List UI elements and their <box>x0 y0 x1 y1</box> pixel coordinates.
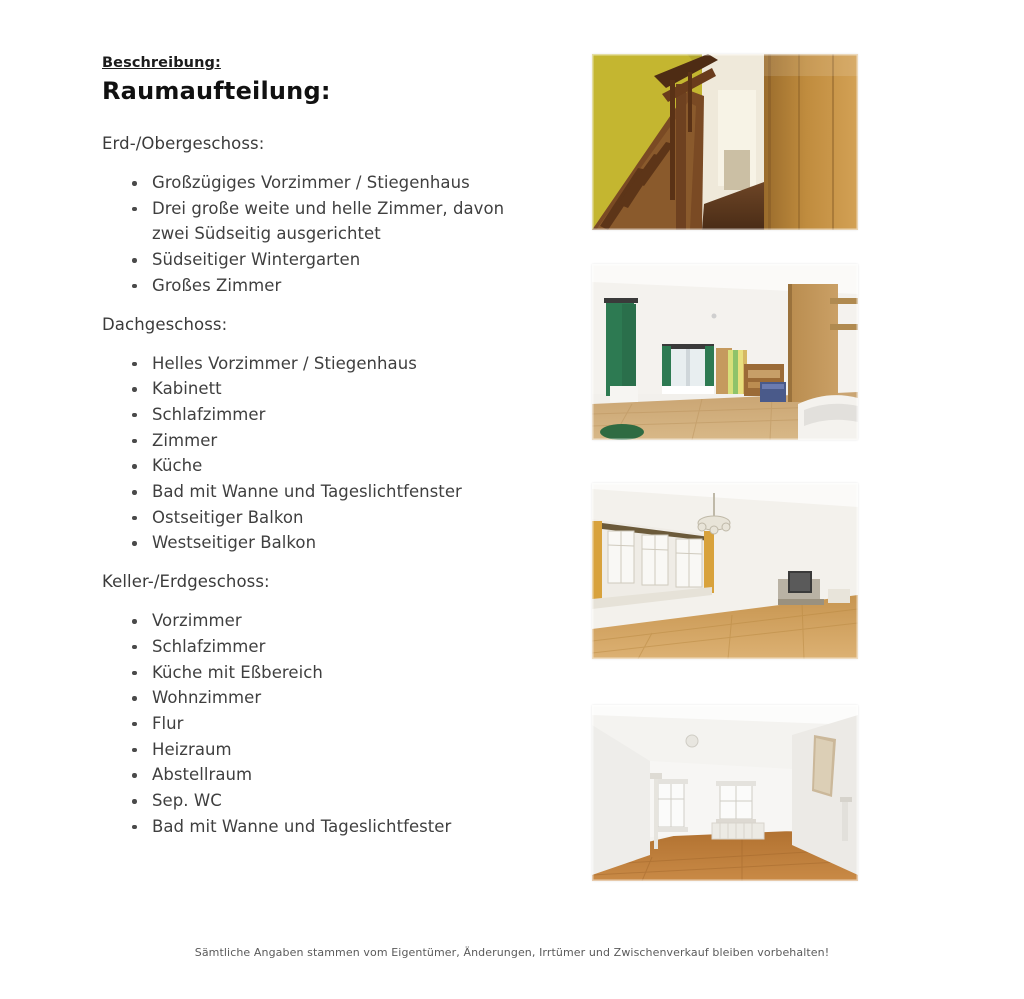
bullet-icon <box>132 284 137 289</box>
list-item-label: Küche <box>152 456 203 476</box>
list-item-label: Helles Vorzimmer / Stiegenhaus <box>152 353 417 373</box>
description-section <box>102 132 542 299</box>
list-item-label: Drei große weite und helle Zimmer, davon zwei Südseitig ausgerichtet <box>152 198 505 244</box>
list-item <box>102 660 542 686</box>
empty-room-windows-photo <box>592 483 858 659</box>
list-item <box>102 273 542 299</box>
bullet-icon <box>132 516 137 521</box>
bullet-icon <box>132 258 137 263</box>
bullet-icon <box>132 671 137 676</box>
bullet-icon <box>132 181 137 186</box>
list-item <box>102 376 542 402</box>
bullet-icon <box>132 413 137 418</box>
page-title: Raumaufteilung: <box>102 77 331 105</box>
section-heading: Keller-/Erdgeschoss: <box>102 572 270 592</box>
bullet-icon <box>132 464 137 469</box>
list-item-label: Schlafzimmer <box>152 636 266 656</box>
description-column <box>102 54 542 853</box>
list-item-label: Küche mit Eßbereich <box>152 662 323 682</box>
list-item-label: Kabinett <box>152 379 222 399</box>
list-item <box>102 453 542 479</box>
bullet-icon <box>132 439 137 444</box>
bullet-icon <box>132 387 137 392</box>
room-list <box>102 170 542 299</box>
list-item <box>102 247 542 273</box>
list-item <box>102 505 542 531</box>
room-list <box>102 608 542 839</box>
list-item <box>102 685 542 711</box>
list-item <box>102 428 542 454</box>
bullet-icon <box>132 825 137 830</box>
staircase-hallway-photo <box>592 54 858 230</box>
bullet-icon <box>132 748 137 753</box>
description-section <box>102 313 542 557</box>
bullet-icon <box>132 773 137 778</box>
room-list <box>102 351 542 557</box>
section-heading: Dachgeschoss: <box>102 314 228 334</box>
list-item <box>102 762 542 788</box>
section-heading: Erd-/Obergeschoss: <box>102 134 265 153</box>
bullet-icon <box>132 799 137 804</box>
bullet-icon <box>132 696 137 701</box>
description-section <box>102 570 542 839</box>
list-item <box>102 530 542 556</box>
list-item <box>102 737 542 763</box>
list-item-label: Ostseitiger Balkon <box>152 507 304 527</box>
list-item <box>102 402 542 428</box>
list-item <box>102 788 542 814</box>
list-item-label: Wohnzimmer <box>152 688 262 708</box>
list-item-label: Zimmer <box>152 430 218 450</box>
list-item-label: Großzügiges Vorzimmer / Stiegenhaus <box>152 173 470 192</box>
list-item-label: Südseitiger Wintergarten <box>152 250 361 270</box>
white-room-radiator-photo <box>592 705 858 881</box>
list-item-label: Vorzimmer <box>152 611 242 631</box>
bullet-icon <box>132 490 137 495</box>
room-green-curtains-photo <box>592 264 858 440</box>
list-item-label: Bad mit Wanne und Tageslichtfester <box>152 816 452 836</box>
list-item-label: Heizraum <box>152 739 232 759</box>
list-item <box>102 196 542 247</box>
bullet-icon <box>132 645 137 650</box>
kicker-label: Beschreibung: <box>102 55 221 71</box>
disclaimer-footer: Sämtliche Angaben stammen vom Eigentümer, Änderungen, Irrtümer und Zwischenverkauf bleiben vorbehalten! <box>194 946 830 959</box>
list-item-label: Schlafzimmer <box>152 404 266 424</box>
list-item-label: Westseitiger Balkon <box>152 533 317 553</box>
list-item-label: Großes Zimmer <box>152 275 282 295</box>
bullet-icon <box>132 722 137 727</box>
list-item <box>102 170 542 196</box>
list-item <box>102 479 542 505</box>
list-item <box>102 351 542 377</box>
bullet-icon <box>132 362 137 367</box>
list-item <box>102 634 542 660</box>
bullet-icon <box>132 619 137 624</box>
list-item-label: Bad mit Wanne und Tageslichtfenster <box>152 482 462 502</box>
sections-container <box>102 132 542 839</box>
list-item-label: Abstellraum <box>152 765 253 785</box>
list-item <box>102 711 542 737</box>
bullet-icon <box>132 541 137 546</box>
list-item <box>102 814 542 840</box>
list-item-label: Flur <box>152 713 184 733</box>
list-item-label: Sep. WC <box>152 791 222 811</box>
list-item <box>102 608 542 634</box>
bullet-icon <box>132 207 137 212</box>
